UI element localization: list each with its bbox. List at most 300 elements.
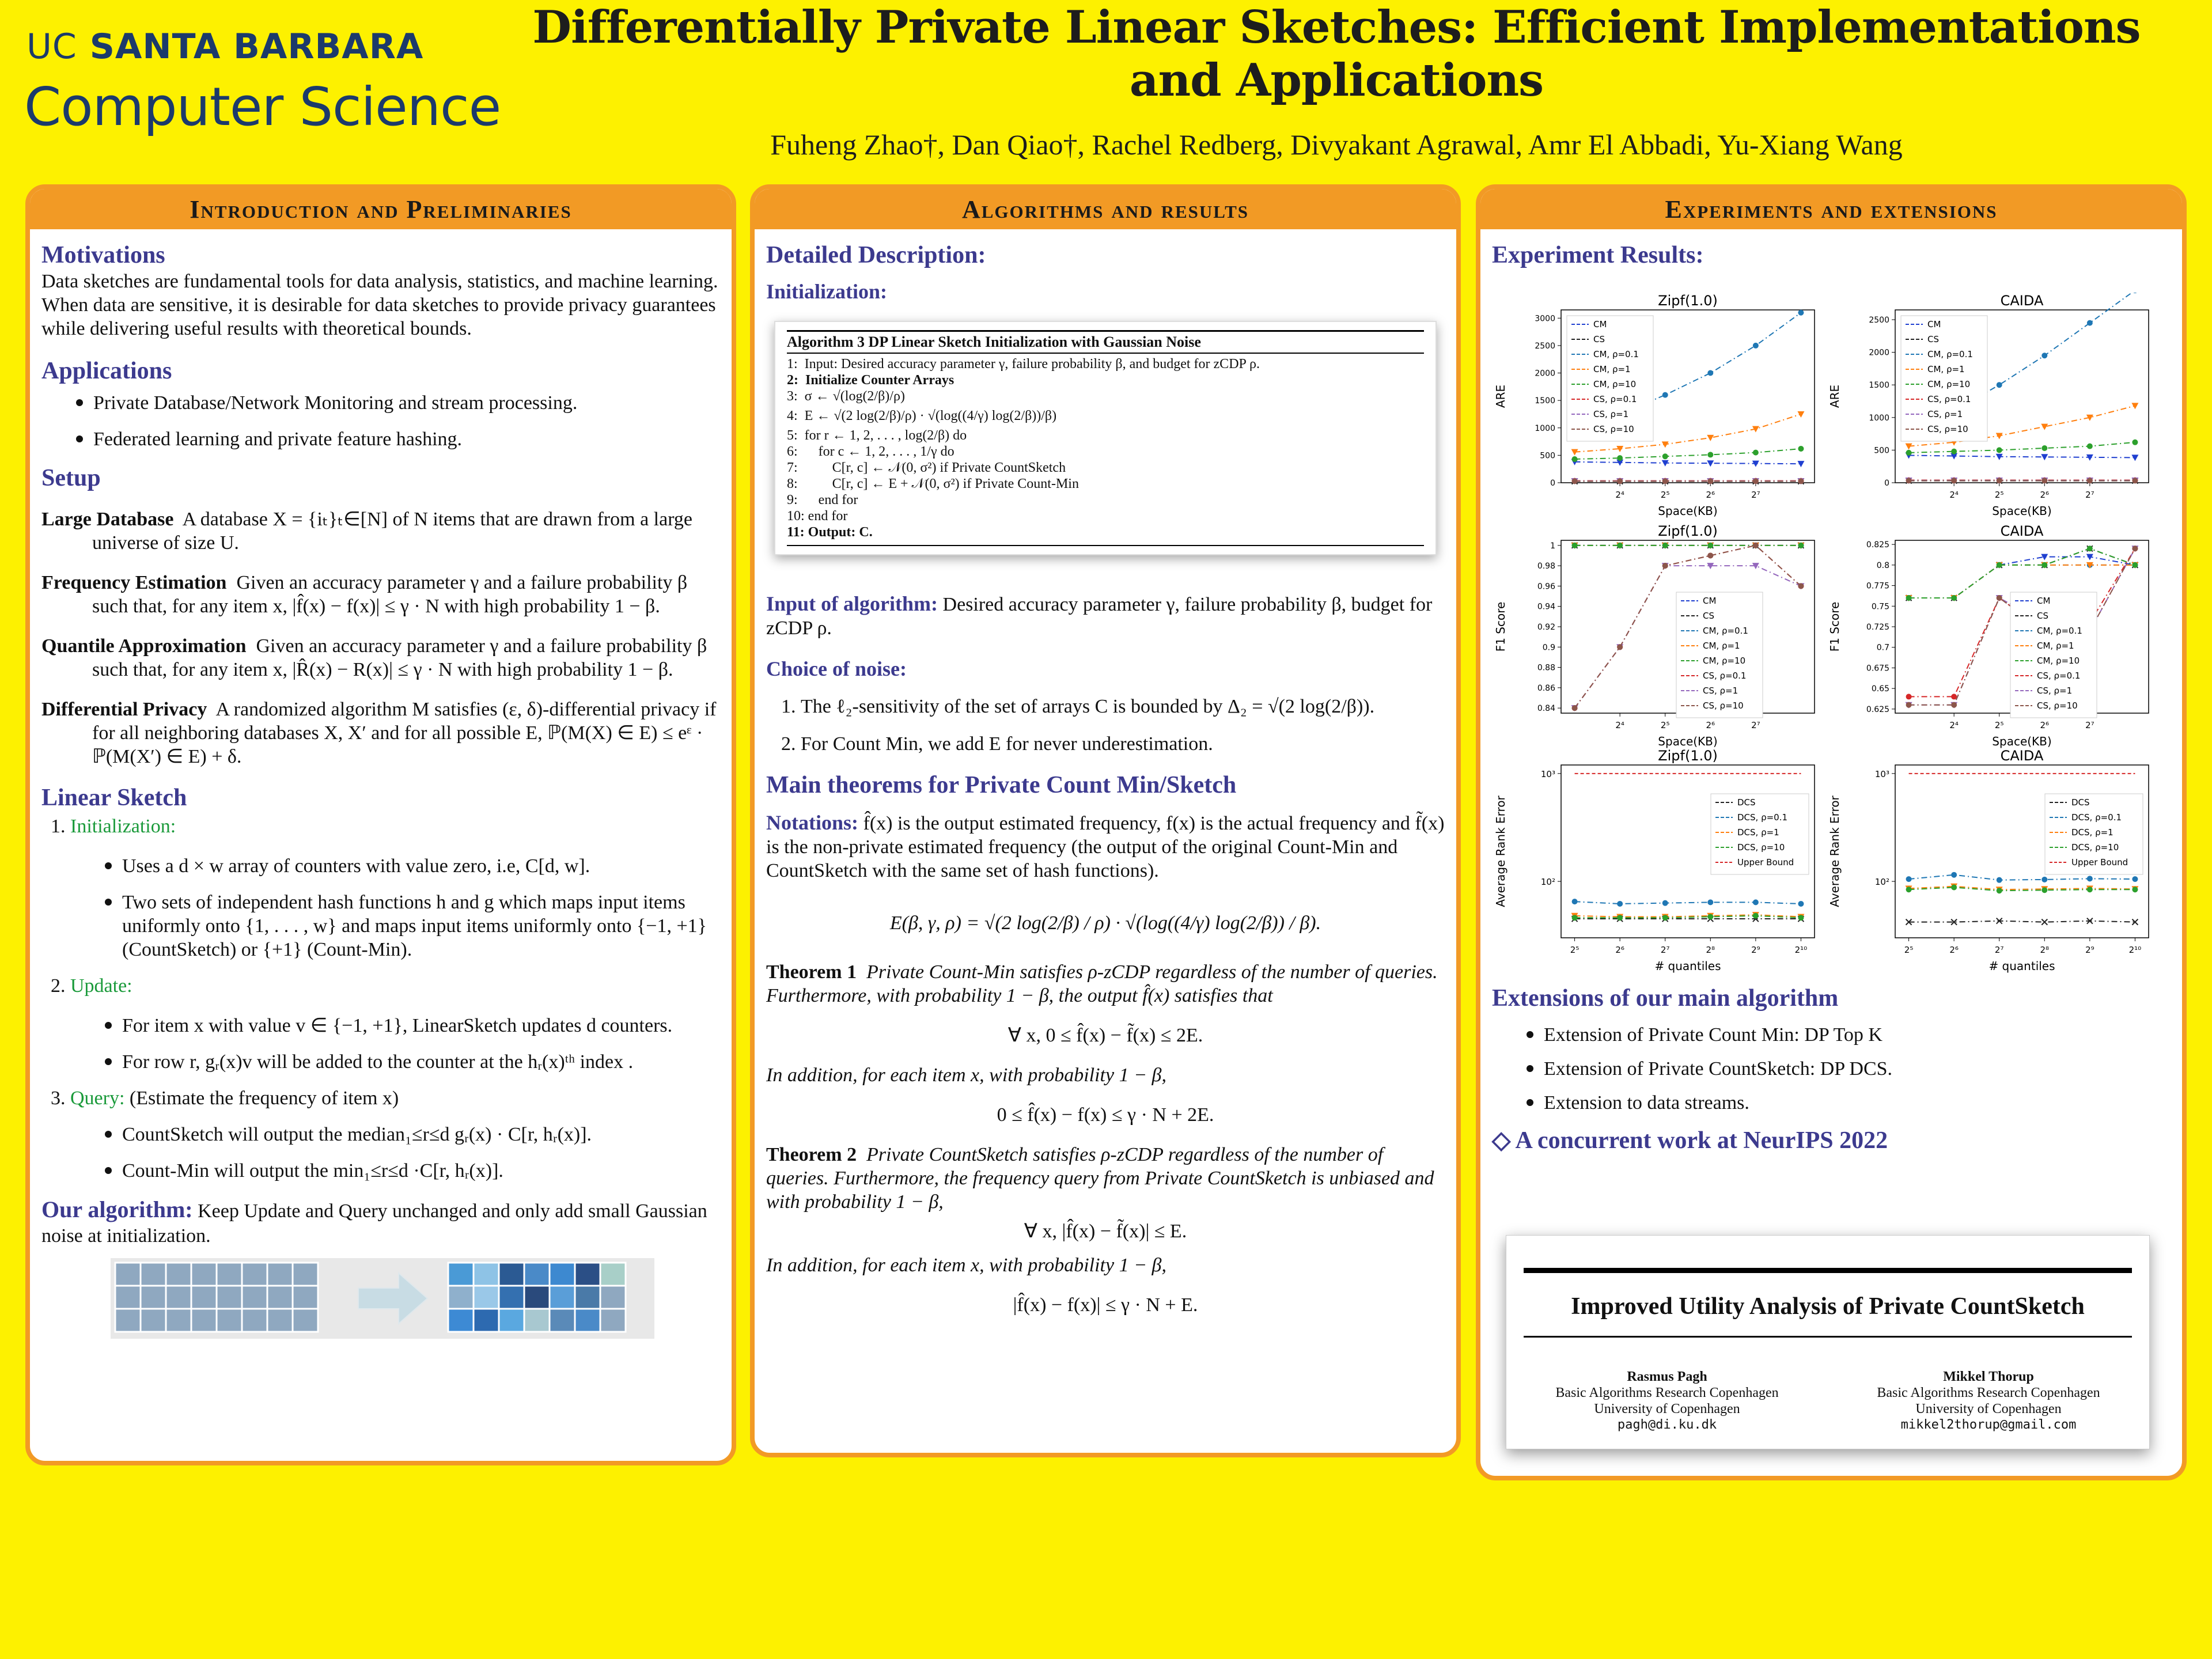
y-tick-label: 0.86 xyxy=(1537,683,1555,693)
data-point xyxy=(1662,392,1668,398)
y-tick-label: 3000 xyxy=(1535,314,1555,324)
chart-title: Zipf(1.0) xyxy=(1658,748,1718,764)
legend-label: CS, ρ=0.1 xyxy=(1703,671,1747,681)
chart xyxy=(1826,523,2160,753)
data-point xyxy=(1662,478,1668,484)
def-title: Quantile Approximation xyxy=(41,635,247,657)
y-axis-label: Average Rank Error xyxy=(1494,796,1508,907)
algorithm-line: 8: C[r, c] ← E + 𝒩(0, σ²) if Private Count-Min xyxy=(787,476,1079,491)
data-point xyxy=(1707,914,1713,919)
x-tick-label: 2⁵ xyxy=(1994,490,2004,500)
data-point xyxy=(1617,644,1623,650)
our-algorithm-title: Our algorithm: xyxy=(41,1196,193,1222)
legend-label: CM, ρ=0.1 xyxy=(1927,349,1973,359)
data-point xyxy=(2041,445,2047,451)
author-affil: Basic Algorithms Research Copenhagen xyxy=(1555,1385,1779,1400)
data-point xyxy=(1707,899,1713,905)
list-item: Two sets of independent hash functions h and g which maps input items uniformly onto {1, . . . , w} and maps input items uniformly onto {−1, +1} (CountSketch) or {+1} (Count-Min). xyxy=(105,891,720,961)
x-axis-label: # quantiles xyxy=(1654,959,1721,973)
data-point xyxy=(1617,455,1623,461)
author-affil: University of Copenhagen xyxy=(1594,1402,1740,1416)
data-point xyxy=(1662,900,1668,906)
y-tick-label: 0.88 xyxy=(1537,663,1555,673)
theorem-text: Private CountSketch satisfies ρ-zCDP regardless of the number of queries. Furthermore, the frequency query from Private CountSketch is unbiased and with probability 1 − β, xyxy=(766,1144,1434,1213)
legend-label: CM, ρ=10 xyxy=(2037,656,2080,666)
legend-box xyxy=(1567,316,1653,441)
data-point xyxy=(2132,887,2138,892)
legend-label: CS, ρ=10 xyxy=(1703,700,1744,711)
data-point xyxy=(2087,876,2093,881)
step-title: Initialization: xyxy=(70,816,176,837)
author-name: Mikkel Thorup xyxy=(1943,1369,2034,1384)
list-item: Uses a d × w array of counters with value zero, i.e, C[d, w]. xyxy=(105,854,720,878)
data-point xyxy=(1997,382,2002,388)
y-axis-label: ARE xyxy=(1828,384,1842,408)
initialization-heading: Initialization: xyxy=(766,280,888,303)
motivations-heading: Motivations xyxy=(41,242,165,268)
y-tick-label: 10² xyxy=(1874,877,1889,888)
def-text: Given an accuracy parameter γ and a failure probability β such that, for any item x, |f̂(x) − f(x)| ≤ γ · N with high probability 1 − β. xyxy=(92,572,688,617)
list-item: Extension to data streams. xyxy=(1527,1091,2171,1115)
data-point xyxy=(1798,915,1804,921)
legend-box xyxy=(1901,316,1987,441)
y-tick-label: 0 xyxy=(1884,479,1889,488)
legend-label: DCS, ρ=10 xyxy=(2071,842,2119,853)
paper-authors xyxy=(1506,1369,2149,1433)
notations xyxy=(766,811,1445,882)
data-point xyxy=(1951,872,1957,878)
legend-label: DCS, ρ=1 xyxy=(2071,827,2113,838)
data-point xyxy=(1951,478,1957,483)
paper-snapshot xyxy=(1506,1235,2150,1449)
author-email: pagh@di.ku.dk xyxy=(1617,1418,1717,1432)
x-tick-label: 2¹⁰ xyxy=(1794,945,1808,955)
x-tick-label: 2⁴ xyxy=(1615,490,1624,500)
applications-heading: Applications xyxy=(41,358,172,384)
data-point xyxy=(1906,478,1912,483)
y-tick-label: 0.84 xyxy=(1537,704,1555,714)
legend-label: DCS, ρ=0.1 xyxy=(2071,812,2122,823)
data-point xyxy=(1707,543,1713,548)
data-point xyxy=(1753,343,1759,349)
legend-label: DCS xyxy=(1737,797,1756,808)
y-tick-label: 0.8 xyxy=(1876,560,1889,570)
theorem-text: Private Count-Min satisfies ρ-zCDP regardless of the number of queries. Furthermore, with probability 1 − β, the output f̂(x) satisfies that xyxy=(766,961,1438,1006)
algorithm-line: 5: for r ← 1, 2, . . . , log(2/β) do xyxy=(787,428,967,443)
input-title: Input of algorithm: xyxy=(766,592,938,615)
x-tick-label: 2⁵ xyxy=(1660,720,1670,730)
y-tick-label: 1 xyxy=(1550,541,1555,551)
poster-title: Differentially Private Linear Sketches: Efficient Implementations and Applications xyxy=(532,1,2141,107)
data-point xyxy=(1572,456,1578,462)
equation: 0 ≤ f̂(x) − f(x) ≤ γ · N + 2E. xyxy=(997,1104,1214,1126)
list-item: Extension of Private Count Min: DP Top K xyxy=(1527,1023,2171,1047)
y-tick-label: 0.98 xyxy=(1537,562,1555,571)
data-point xyxy=(1753,913,1759,919)
data-point xyxy=(1906,876,1912,882)
legend-label: DCS, ρ=1 xyxy=(1737,827,1779,838)
legend-label: DCS, ρ=0.1 xyxy=(1737,812,1788,823)
x-tick-label: 2⁶ xyxy=(2040,720,2050,730)
x-tick-label: 2¹⁰ xyxy=(2128,945,2142,955)
author-email: mikkel2thorup@gmail.com xyxy=(1900,1418,2077,1432)
data-point xyxy=(1906,887,1912,892)
data-point xyxy=(2041,353,2047,358)
y-axis-label: ARE xyxy=(1494,384,1508,408)
def-title: Frequency Estimation xyxy=(41,572,227,593)
legend-label: CS xyxy=(2037,611,2048,621)
def-title: Differential Privacy xyxy=(41,699,207,720)
legend-label: CM, ρ=10 xyxy=(1927,379,1971,389)
data-point xyxy=(1798,478,1804,484)
def-title: Large Database xyxy=(41,509,174,530)
def-frequency-estimation xyxy=(41,571,720,618)
data-point xyxy=(1906,694,1912,699)
data-point xyxy=(1906,450,1912,456)
y-tick-label: 0.75 xyxy=(1871,602,1889,612)
data-point xyxy=(1753,450,1759,456)
list-item: Count-Min will output the min₁≤r≤d ·C[r, hᵣ(x)]. xyxy=(105,1159,720,1183)
y-tick-label: 2500 xyxy=(1869,315,1889,325)
legend-label: CM, ρ=1 xyxy=(1593,364,1631,374)
legend-label: CM, ρ=0.1 xyxy=(1593,349,1639,359)
list-item: For item x with value v ∈ {−1, +1}, LinearSketch updates d counters. xyxy=(105,1014,720,1037)
data-point xyxy=(2087,444,2093,449)
x-tick-label: 2⁵ xyxy=(1904,945,1914,955)
x-tick-label: 2⁹ xyxy=(1751,945,1760,955)
y-tick-label: 500 xyxy=(1540,451,1555,461)
data-point xyxy=(1707,478,1713,484)
data-point xyxy=(1951,702,1957,708)
legend-label: DCS xyxy=(2071,797,2090,808)
data-point xyxy=(2087,320,2093,326)
linear-sketch-heading: Linear Sketch xyxy=(41,785,187,811)
algorithm-line: 4: E ← √(2 log(2/β)/ρ) · √(log((4/γ) log(2/β))/β) xyxy=(787,408,1057,423)
choice-of-noise-heading: Choice of noise: xyxy=(766,657,907,680)
data-point xyxy=(1572,915,1578,921)
list-item: Private Database/Network Monitoring and stream processing. xyxy=(76,391,720,415)
x-tick-label: 2⁶ xyxy=(1949,945,1959,955)
legend-label: CS xyxy=(1703,611,1714,621)
list-item: Federated learning and private feature hashing. xyxy=(76,427,720,451)
chart xyxy=(1826,293,2160,523)
algorithm-line: 2: Initialize Counter Arrays xyxy=(787,373,955,388)
input-text: Desired accuracy parameter γ, failure probability β, budget for zCDP ρ. xyxy=(766,594,1433,639)
legend-label: CS, ρ=1 xyxy=(1593,409,1629,419)
x-axis-label: Space(KB) xyxy=(1992,504,2052,518)
setup-heading: Setup xyxy=(41,465,101,491)
legend-label: CS xyxy=(1593,334,1605,344)
def-quantile xyxy=(41,634,720,681)
legend-box xyxy=(2010,592,2097,718)
data-point xyxy=(2041,887,2047,893)
y-tick-label: 1500 xyxy=(1535,396,1555,406)
data-point xyxy=(2087,546,2093,551)
y-tick-label: 0.7 xyxy=(1876,643,1889,653)
chart xyxy=(1492,523,1826,753)
data-point xyxy=(1798,446,1804,452)
y-tick-label: 1500 xyxy=(1869,381,1889,391)
data-point xyxy=(1798,583,1804,589)
def-text: Given an accuracy parameter γ and a failure probability β such that, for any item x, |R̂(x) − R(x)| ≤ γ · N with high probability 1 − β. xyxy=(92,635,707,680)
x-axis-label: # quantiles xyxy=(1988,959,2055,973)
x-tick-label: 2⁷ xyxy=(1751,720,1760,730)
data-point xyxy=(1906,595,1912,601)
data-point xyxy=(1798,901,1804,907)
panel-heading: Algorithms and results xyxy=(755,189,1456,229)
panel-heading: Experiments and extensions xyxy=(1480,189,2182,229)
our-algorithm xyxy=(41,1195,720,1248)
legend-label: CS, ρ=1 xyxy=(1703,685,1738,696)
legend-label: CS, ρ=0.1 xyxy=(2037,671,2081,681)
y-tick-label: 0.9 xyxy=(1542,643,1555,653)
data-point xyxy=(1753,478,1759,484)
y-tick-label: 0.675 xyxy=(1866,664,1889,673)
experiment-results-heading: Experiment Results: xyxy=(1492,242,1704,268)
x-tick-label: 2⁶ xyxy=(1615,945,1624,955)
data-point xyxy=(1997,447,2002,453)
algorithm-line: 3: σ ← √(log(2/β)/ρ) xyxy=(787,389,905,404)
y-tick-label: 0.96 xyxy=(1537,582,1555,592)
panel-algorithms xyxy=(750,184,1461,1457)
logo-uc-text: UC xyxy=(26,26,77,67)
x-tick-label: 2⁷ xyxy=(1751,490,1760,500)
concurrent-work-heading: ◇ A concurrent work at NeurIPS 2022 xyxy=(1492,1127,1888,1154)
algorithm-line: 1: Input: Desired accuracy parameter γ, failure probability β, and budget for zCDP ρ. xyxy=(787,357,1260,372)
step-title: Update: xyxy=(70,975,132,997)
data-point xyxy=(2132,478,2138,483)
data-point xyxy=(1707,452,1713,457)
legend-label: Upper Bound xyxy=(1737,857,1794,868)
y-tick-label: 500 xyxy=(1874,446,1889,456)
chart-title: Zipf(1.0) xyxy=(1658,293,1718,309)
data-point xyxy=(2132,876,2138,882)
data-point xyxy=(2132,440,2138,445)
x-tick-label: 2⁴ xyxy=(1949,720,1959,730)
list-item: 2. For Count Min, we add E for never underestimation. xyxy=(801,732,1445,756)
chart xyxy=(1492,293,1826,523)
equation: |f̂(x) − f(x)| ≤ γ · N + E. xyxy=(1013,1294,1198,1316)
legend-label: CS xyxy=(1927,334,1939,344)
x-tick-label: 2⁶ xyxy=(1706,720,1715,730)
legend-label: CS, ρ=0.1 xyxy=(1927,394,1971,404)
dept-name: Computer Science xyxy=(24,76,501,138)
sketch-illustration xyxy=(111,1258,654,1339)
data-point xyxy=(1798,543,1804,548)
x-axis-label: Space(KB) xyxy=(1658,734,1718,748)
chart-title: Zipf(1.0) xyxy=(1658,523,1718,539)
y-tick-label: 0.625 xyxy=(1866,704,1889,714)
legend-label: CS, ρ=1 xyxy=(1927,409,1963,419)
step-update xyxy=(70,974,720,1074)
legend-label: CS, ρ=1 xyxy=(2037,685,2073,696)
chart xyxy=(1826,748,2160,978)
data-point xyxy=(1997,877,2002,883)
data-point xyxy=(1997,478,2002,483)
panel-introduction xyxy=(25,184,736,1465)
data-point xyxy=(2041,562,2047,568)
author-name: Rasmus Pagh xyxy=(1627,1369,1707,1384)
data-point xyxy=(1997,595,2002,601)
y-tick-label: 0 xyxy=(1550,479,1555,488)
data-point xyxy=(1753,543,1759,548)
author-list: Fuheng Zhao†, Dan Qiao†, Rachel Redberg, Divyakant Agrawal, Amr El Abbadi, Yu-Xiang Wang xyxy=(770,128,1903,161)
x-tick-label: 2⁸ xyxy=(2040,945,2050,955)
legend-label: CS, ρ=0.1 xyxy=(1593,394,1637,404)
x-tick-label: 2⁷ xyxy=(1660,945,1670,955)
data-point xyxy=(2132,546,2138,551)
y-tick-label: 0.725 xyxy=(1866,623,1889,632)
y-tick-label: 10³ xyxy=(1874,768,1889,779)
data-point xyxy=(1572,543,1578,548)
panel-heading: Introduction and Preliminaries xyxy=(30,189,732,229)
extensions-heading: Extensions of our main algorithm xyxy=(1492,985,1839,1012)
list-item: For row r, gᵣ(x)v will be added to the counter at the hᵣ(x)ᵗʰ index . xyxy=(105,1050,720,1074)
ucsb-logo xyxy=(26,26,423,67)
legend-label: CS, ρ=10 xyxy=(1927,424,1968,434)
y-tick-label: 1000 xyxy=(1869,413,1889,423)
x-tick-label: 2⁵ xyxy=(1570,945,1580,955)
data-point xyxy=(2087,887,2093,892)
y-tick-label: 0.94 xyxy=(1537,602,1555,612)
legend-label: CM, ρ=0.1 xyxy=(1703,626,1748,636)
def-text: A randomized algorithm M satisfies (ε, δ)-differential privacy if for all neighboring databases X, X′ and for all possible E, ℙ(M(X) ∈ E) ≤ eᵋ · ℙ(M(X′) ∈ E) + δ. xyxy=(92,699,717,767)
data-point xyxy=(1662,453,1668,459)
y-tick-label: 2500 xyxy=(1535,341,1555,351)
algorithm-lines xyxy=(787,354,1424,546)
x-tick-label: 2⁷ xyxy=(2085,720,2094,730)
x-tick-label: 2⁴ xyxy=(1615,720,1624,730)
data-point xyxy=(1572,705,1578,711)
list-item: CountSketch will output the median₁≤r≤d gᵣ(x) · C[r, hᵣ(x)]. xyxy=(105,1123,720,1146)
data-point xyxy=(1572,899,1578,904)
algorithm-line: 11: Output: C. xyxy=(787,525,873,540)
step-title: Query: xyxy=(70,1088,125,1109)
data-point xyxy=(1997,562,2002,568)
charts-area xyxy=(1492,270,2171,984)
notations-text: f̂(x) is the output estimated frequency, f(x) is the actual frequency and f̃(x) is the non-private estimated frequency (the output of the original Count-Min and CountSketch with the same set of hash functions). xyxy=(766,813,1445,881)
algorithm-line: 10: end for xyxy=(787,509,848,524)
y-tick-label: 0.775 xyxy=(1866,581,1889,591)
data-point xyxy=(1617,478,1623,484)
theorem-title: Theorem 2 xyxy=(766,1144,857,1165)
data-point xyxy=(1707,370,1713,376)
algorithm-box xyxy=(774,321,1437,555)
theorem-1 xyxy=(766,960,1445,1007)
legend-label: Upper Bound xyxy=(2071,857,2128,868)
list-item: Extension of Private CountSketch: DP DCS. xyxy=(1527,1057,2171,1081)
legend-label: CM xyxy=(1593,319,1607,329)
x-tick-label: 2⁹ xyxy=(2085,945,2094,955)
data-point xyxy=(1951,884,1957,890)
legend-label: CS, ρ=10 xyxy=(1593,424,1634,434)
legend-label: CM, ρ=1 xyxy=(1703,641,1740,651)
data-point xyxy=(2041,478,2047,483)
author-affil: Basic Algorithms Research Copenhagen xyxy=(1877,1385,2100,1400)
equation: ∀ x, 0 ≤ f̂(x) − f̃(x) ≤ 2E. xyxy=(1007,1025,1203,1046)
y-tick-label: 10³ xyxy=(1540,768,1555,779)
y-axis-label: F1 Score xyxy=(1828,601,1842,652)
legend-label: CM, ρ=1 xyxy=(1927,364,1965,374)
x-tick-label: 2⁵ xyxy=(1994,720,2004,730)
x-axis-label: Space(KB) xyxy=(1992,734,2052,748)
def-large-database xyxy=(41,507,720,555)
logo-santa-text: SANTA BARBARA xyxy=(89,26,424,67)
theorem-title: Theorem 1 xyxy=(766,961,857,983)
def-text: A database X = {iₜ}ₜ∈[N] of N items that are drawn from a large universe of size U. xyxy=(92,509,693,554)
step-subtitle: (Estimate the frequency of item x) xyxy=(129,1088,399,1109)
legend-box xyxy=(1676,592,1763,718)
author-affil: University of Copenhagen xyxy=(1915,1402,2062,1416)
theorem-note: In addition, for each item x, with probability 1 − β, xyxy=(766,1065,1166,1086)
y-tick-label: 0.825 xyxy=(1866,540,1889,550)
motivations-text: Data sketches are fundamental tools for data analysis, statistics, and machine learning. When data are sensitive, it is desirable for data sketches to provide privacy guarantees while delivering useful results with theoretical bounds. xyxy=(41,271,718,339)
main-theorems-heading: Main theorems for Private Count Min/Sketch xyxy=(766,772,1237,798)
data-point xyxy=(1662,915,1668,921)
theorem-note: In addition, for each item x, with probability 1 − β, xyxy=(766,1255,1166,1276)
x-tick-label: 2⁶ xyxy=(1706,490,1715,500)
y-tick-label: 1000 xyxy=(1535,423,1555,433)
chart-title: CAIDA xyxy=(2000,748,2044,764)
y-tick-label: 2000 xyxy=(1869,348,1889,358)
data-point xyxy=(1997,888,2002,893)
x-tick-label: 2⁵ xyxy=(1660,490,1670,500)
sketch-grid-figure xyxy=(111,1258,654,1339)
legend-label: CS, ρ=10 xyxy=(2037,700,2078,711)
y-tick-label: 0.92 xyxy=(1537,623,1555,632)
data-point xyxy=(1572,478,1578,484)
legend-label: CM, ρ=10 xyxy=(1703,656,1746,666)
y-tick-label: 0.65 xyxy=(1871,684,1889,694)
list-item: 1. The ℓ₂-sensitivity of the set of arrays C is bounded by Δ₂ = √(2 log(2/β)). xyxy=(801,695,1445,718)
x-tick-label: 2⁶ xyxy=(2040,490,2050,500)
theorem-2 xyxy=(766,1143,1445,1214)
chart-title: CAIDA xyxy=(2000,293,2044,309)
y-axis-label: F1 Score xyxy=(1494,601,1508,652)
x-tick-label: 2⁷ xyxy=(2085,490,2094,500)
legend-label: CM, ρ=10 xyxy=(1593,379,1637,389)
data-point xyxy=(1617,543,1623,548)
data-point xyxy=(1753,899,1759,905)
data-point xyxy=(1951,449,1957,454)
data-point xyxy=(1951,595,1957,601)
data-point xyxy=(2087,478,2093,483)
paper-title: Improved Utility Analysis of Private CountSketch xyxy=(1571,1293,2085,1320)
y-tick-label: 2000 xyxy=(1535,369,1555,378)
data-point xyxy=(1707,552,1713,558)
data-point xyxy=(1662,563,1668,569)
data-point xyxy=(1906,702,1912,708)
algorithm-title: Algorithm 3 DP Linear Sketch Initialization with Gaussian Noise xyxy=(787,330,1424,354)
equation-e: E(β, γ, ρ) = √(2 log(2/β) / ρ) · √(log((4/γ) log(2/β)) / β). xyxy=(889,912,1321,934)
legend-label: DCS, ρ=10 xyxy=(1737,842,1785,853)
algorithm-line: 6: for c ← 1, 2, . . . , 1/γ do xyxy=(787,444,955,459)
equation: ∀ x, |f̂(x) − f̃(x)| ≤ E. xyxy=(1024,1221,1187,1242)
data-point xyxy=(1798,310,1804,316)
data-point xyxy=(1617,915,1623,921)
data-point xyxy=(2132,562,2138,568)
x-tick-label: 2⁴ xyxy=(1949,490,1959,500)
data-point xyxy=(2041,877,2047,882)
notations-title: Notations: xyxy=(766,811,858,834)
y-tick-label: 10² xyxy=(1540,877,1555,888)
chart-title: CAIDA xyxy=(2000,523,2044,539)
paper-author-1 xyxy=(1555,1369,1778,1433)
input-of-algorithm xyxy=(766,592,1445,640)
legend-label: CM xyxy=(1927,319,1941,329)
legend-label: CM xyxy=(1703,596,1717,606)
our-algorithm-text: Keep Update and Query unchanged and only add small Gaussian noise at initialization. xyxy=(41,1200,707,1247)
